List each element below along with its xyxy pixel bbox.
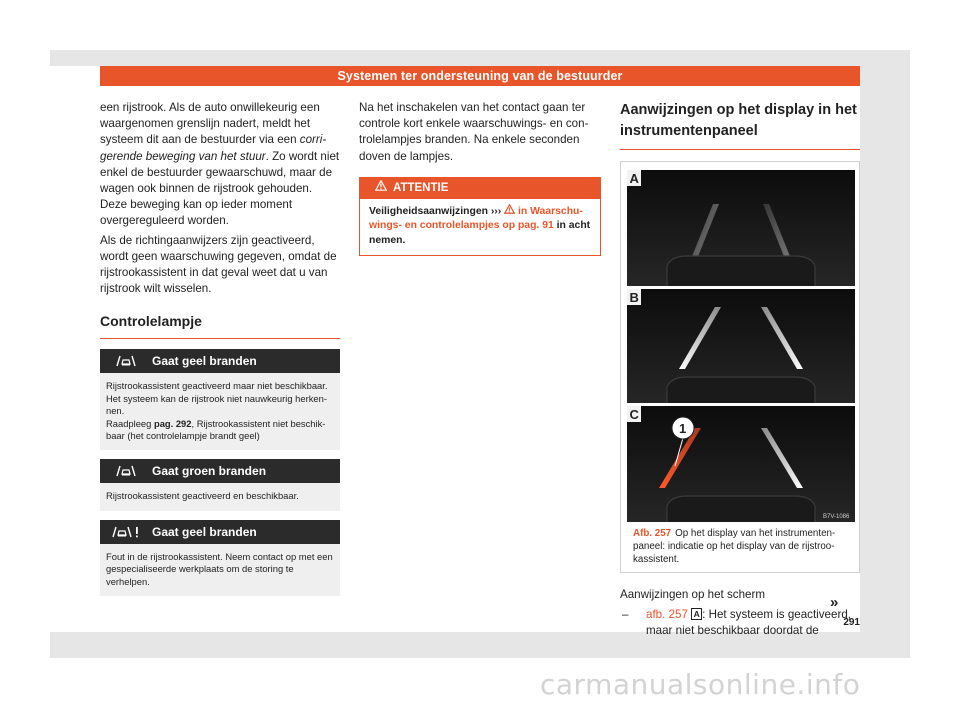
lamp-entry-green xyxy=(100,459,340,510)
page-reference-link[interactable]: pag. 292 xyxy=(153,417,192,429)
lamp-text: Het systeem kan de rijstrook niet nauwkeurig herkennen. xyxy=(106,392,327,417)
list-text: : Het systeem is geactiveerd, xyxy=(702,608,851,622)
column-right xyxy=(620,100,860,640)
display-panels-graphic xyxy=(627,170,855,522)
lane-assist-icon xyxy=(100,355,152,367)
warning-box xyxy=(359,177,601,257)
lamp-description xyxy=(100,373,340,450)
paragraph-text: . Zo wordt niet enkel de bestuurder gewaarschuwd, maar de wagen ook binnen de rijstrook gehouden. Deze beweging kan op ieder moment overgereguleerd worden. xyxy=(100,149,340,228)
panel-label-b: B xyxy=(629,290,639,305)
lamp-description: Rijstrookassistent geactiveerd en beschikbaar. xyxy=(100,483,340,510)
lamp-heading: Gaat geel branden xyxy=(152,354,257,369)
lamp-heading: Gaat geel branden xyxy=(152,524,257,539)
panel-label-c: C xyxy=(629,407,639,422)
paragraph-startup: Na het inschakelen van het contact gaan ter controle kort enkele waarschuwings- en controlelampjes branden. Na enkele seconden doven de lampjes. xyxy=(359,101,589,163)
figure-257 xyxy=(620,161,860,573)
lamp-entry-yellow xyxy=(100,349,340,450)
paragraph-turn-signals: Als de richtingaanwijzers zijn geactiveerd, wordt geen waarschuwing gegeven, omdat de rijstrookassistent in dat geval weet dat u van rijstrook wilt wisselen. xyxy=(100,233,337,296)
list-text: maar niet beschikbaar doordat de xyxy=(646,624,819,638)
warning-header xyxy=(360,178,600,199)
chapter-header: Systemen ter ondersteuning van de bestuurder xyxy=(100,66,860,86)
lamp-header xyxy=(100,520,340,544)
emphasis-text: corrigerende beweging van het stuur xyxy=(100,133,327,163)
paragraph-lane-correction xyxy=(100,100,340,230)
watermark: carmanualsonline.info xyxy=(540,668,861,701)
figure-caption xyxy=(627,527,853,566)
figure-number: Afb. 257 xyxy=(633,528,672,539)
page-number: 291 xyxy=(843,617,860,628)
section-title-display: Aanwijzingen op het display in het instrumentenpaneel xyxy=(620,100,860,150)
warning-text-part: in acht nemen. xyxy=(369,220,591,246)
lamp-header xyxy=(100,459,340,483)
list-dash: – xyxy=(622,608,629,622)
lamp-header xyxy=(100,349,340,373)
figure-letter-box: A xyxy=(691,608,702,620)
continue-marker: » xyxy=(830,594,839,611)
lane-assist-fault-icon xyxy=(100,526,152,538)
figure-code: B7V-1086 xyxy=(823,514,850,520)
subheading-screen: Aanwijzingen op het scherm xyxy=(620,588,766,601)
display-illustration xyxy=(627,170,855,522)
panel-c xyxy=(627,406,855,522)
column-left xyxy=(100,100,340,605)
section-title-controlelampje: Controlelampje xyxy=(100,311,340,339)
warning-triangle-icon xyxy=(375,180,393,196)
warning-page-link[interactable]: in Waarschuwings- en controlelampjes op pag. 91 xyxy=(369,205,583,232)
warning-title: ATTENTIE xyxy=(393,182,449,195)
panel-a xyxy=(627,170,855,286)
lamp-heading: Gaat groen branden xyxy=(152,464,267,479)
lamp-text: Raadpleeg xyxy=(106,417,154,429)
callout-number: 1 xyxy=(679,421,687,436)
lamp-entry-fault xyxy=(100,520,340,596)
lamp-text: Rijstrookassistent geactiveerd maar niet beschikbaar. xyxy=(106,380,328,392)
caption-text: Op het display van het instrumentenpaneel: indicatie op het display van de rijstrookassistent. xyxy=(633,528,836,565)
warning-text-part: Veiligheidsaanwijzingen ››› xyxy=(369,205,505,217)
paragraph-text: een rijstrook. Als de auto onwillekeurig een waargenomen grenslijn nadert, meldt het systeem dit aan de bestuurder via een xyxy=(100,101,320,147)
lamp-text: , Rijstrookassistent niet beschikbaar (het controlelampje brandt geel) xyxy=(106,417,326,442)
panel-b xyxy=(627,289,855,403)
warning-small-icon xyxy=(504,206,515,217)
figure-reference-link[interactable]: afb. 257 xyxy=(646,608,688,622)
lamp-text xyxy=(106,418,334,443)
panel-label-a: A xyxy=(629,171,639,186)
column-middle xyxy=(359,100,601,256)
lamp-description: Fout in de rijstrookassistent. Neem contact op met een gespecialiseerde werkplaats om de storing te verhelpen. xyxy=(100,544,340,596)
warning-text xyxy=(360,199,600,256)
lane-assist-icon xyxy=(100,465,152,477)
